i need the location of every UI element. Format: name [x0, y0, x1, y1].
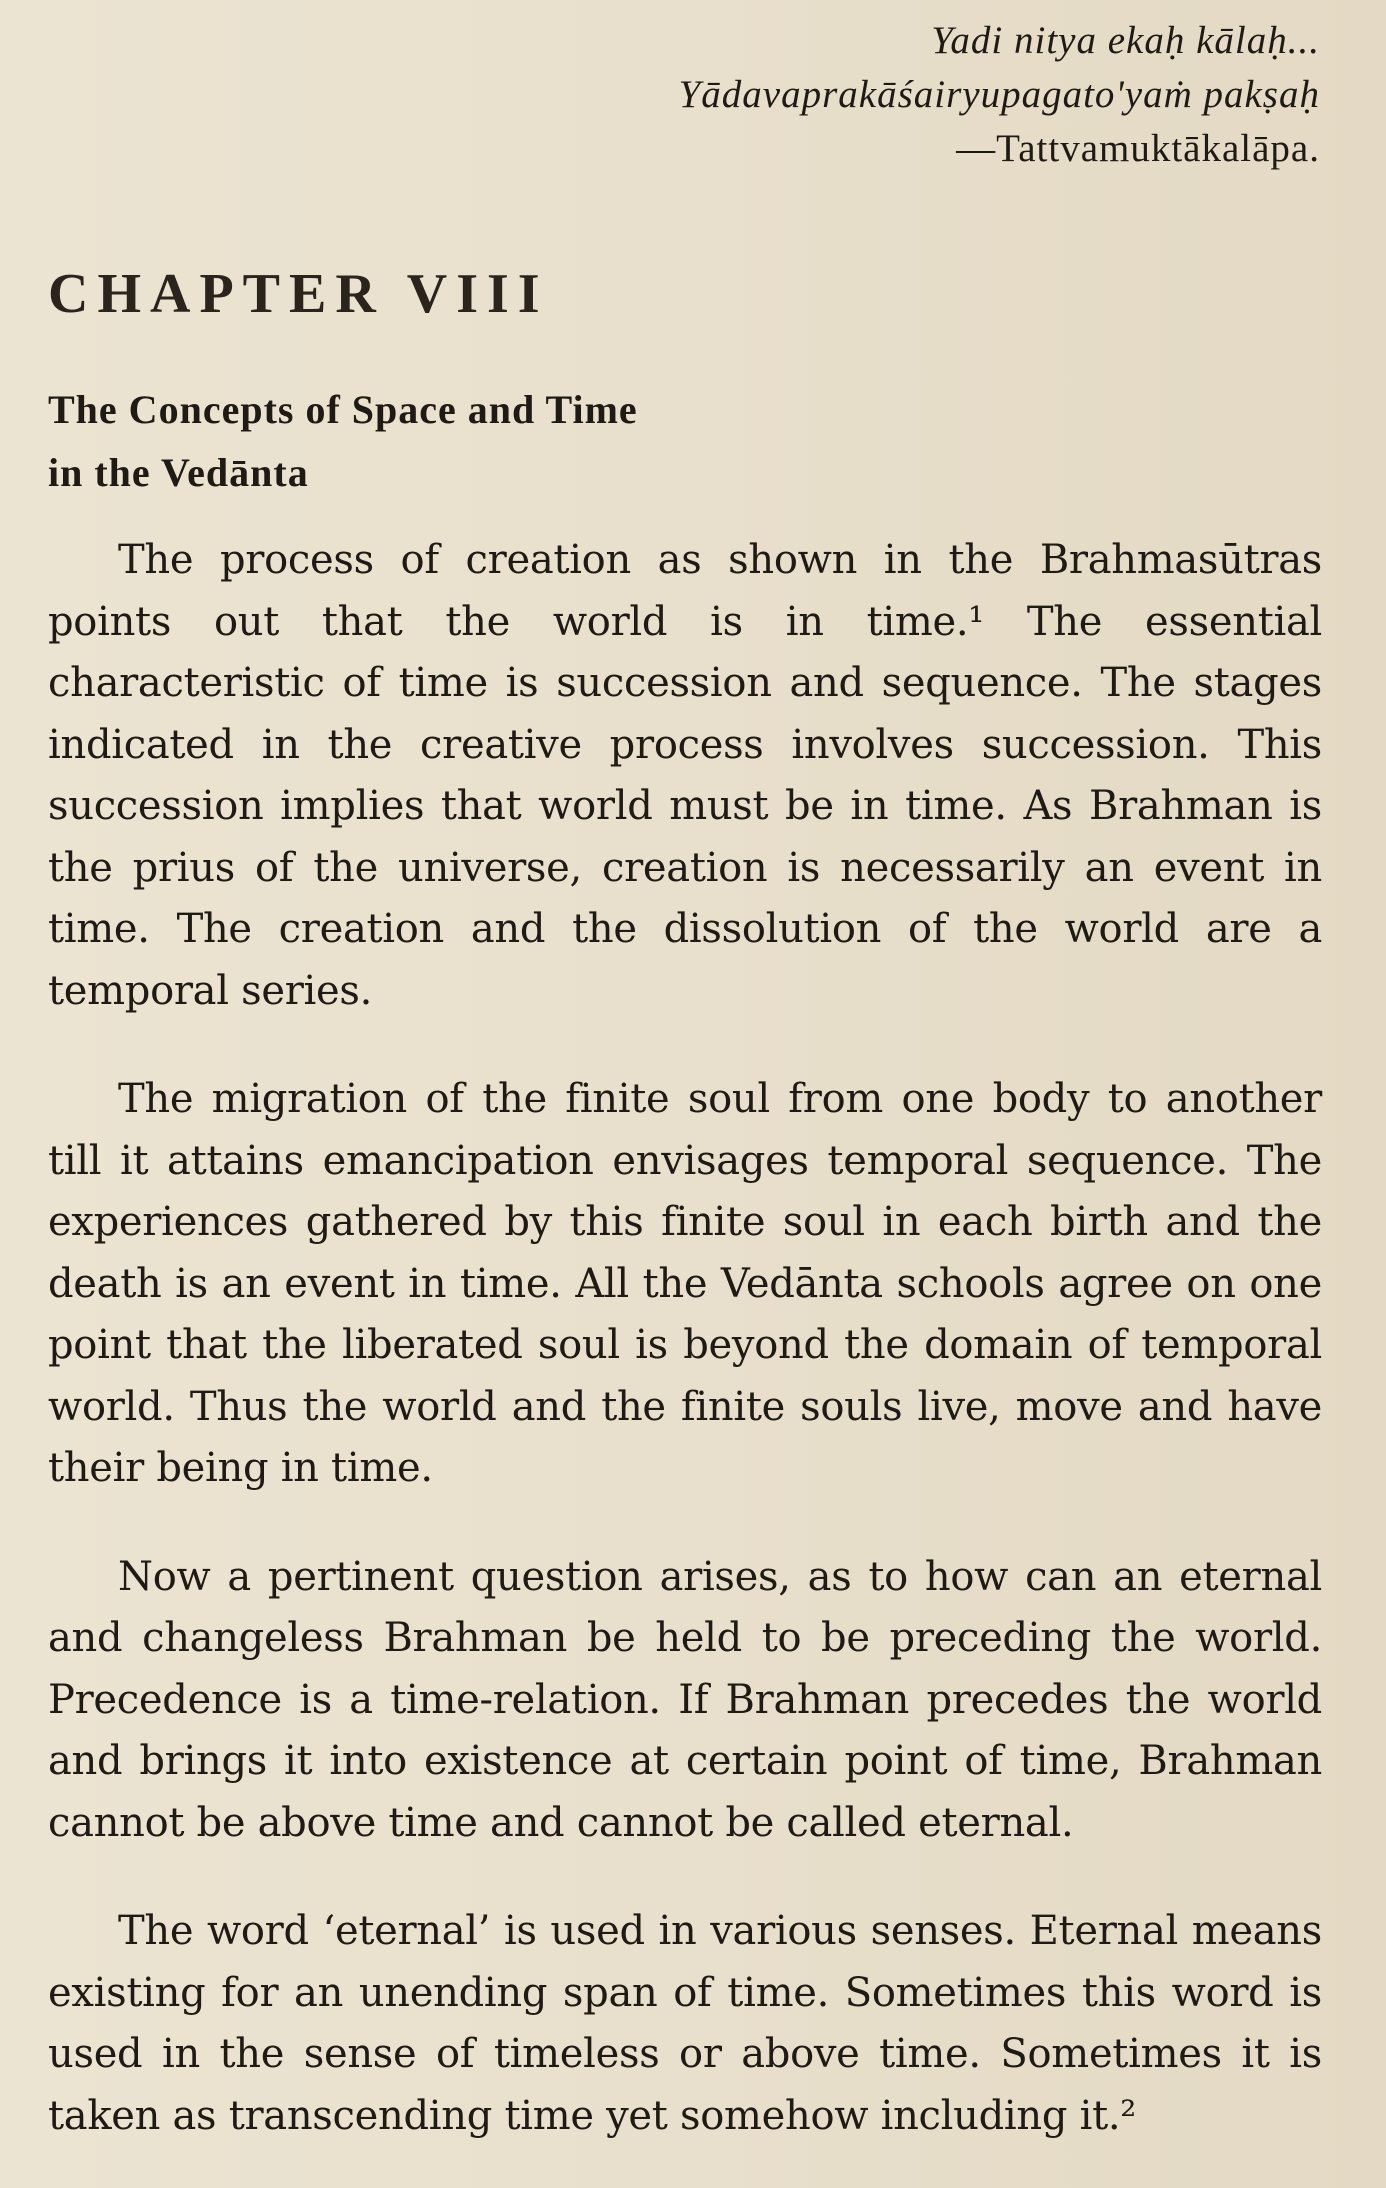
paragraph-1: The process of creation as shown in the Brahmasūtras points out that the world is in time.¹ The essential characteristic of time is succession and sequence. The stages indicated in the creative process involves succession. This succession implies that world must be in time. As Brahman is the prius of the universe, creation is necessarily an event in time. The creation and the dissolution of the world are a temporal series. — [48, 537, 1322, 1014]
paragraph-4: The word ‘eternal’ is used in various senses. Eternal means existing for an unending span of time. Sometimes this word is used in the sense of timeless or above time. Sometimes it is taken as transcending time yet somehow including it.² — [48, 1908, 1322, 2139]
epigraph-attribution: —Tattvamuktākalāpa. — [956, 127, 1320, 170]
epigraph-line-1: Yadi nitya ekaḥ kālaḥ... — [931, 19, 1320, 62]
body-text — [48, 530, 1322, 2147]
section-title-line-1: The Concepts of Space and Time — [48, 387, 638, 432]
section-title-line-2: in the Vedānta — [48, 450, 309, 495]
section-title — [48, 378, 638, 504]
chapter-heading: CHAPTER VIII — [48, 263, 549, 325]
paragraph-2: The migration of the finite soul from one body to another till it attains emancipation envisages temporal sequence. The experiences gathered by this finite soul in each birth and the death is an event in time. All the Vedānta schools agree on one point that the liberated soul is beyond the domain of temporal world. Thus the world and the finite souls live, move and have their being in time. — [48, 1076, 1322, 1491]
epigraph — [560, 14, 1320, 176]
epigraph-line-2: Yādavaprakāśairyupagato'yaṁ pakṣaḥ — [678, 73, 1320, 116]
paragraph-3: Now a pertinent question arises, as to how can an eternal and changeless Brahman be held to be preceding the world. Precedence is a time-relation. If Brahman precedes the world and brings it into existence at certain point of time, Brahman cannot be above time and cannot be called eternal. — [48, 1553, 1322, 1846]
